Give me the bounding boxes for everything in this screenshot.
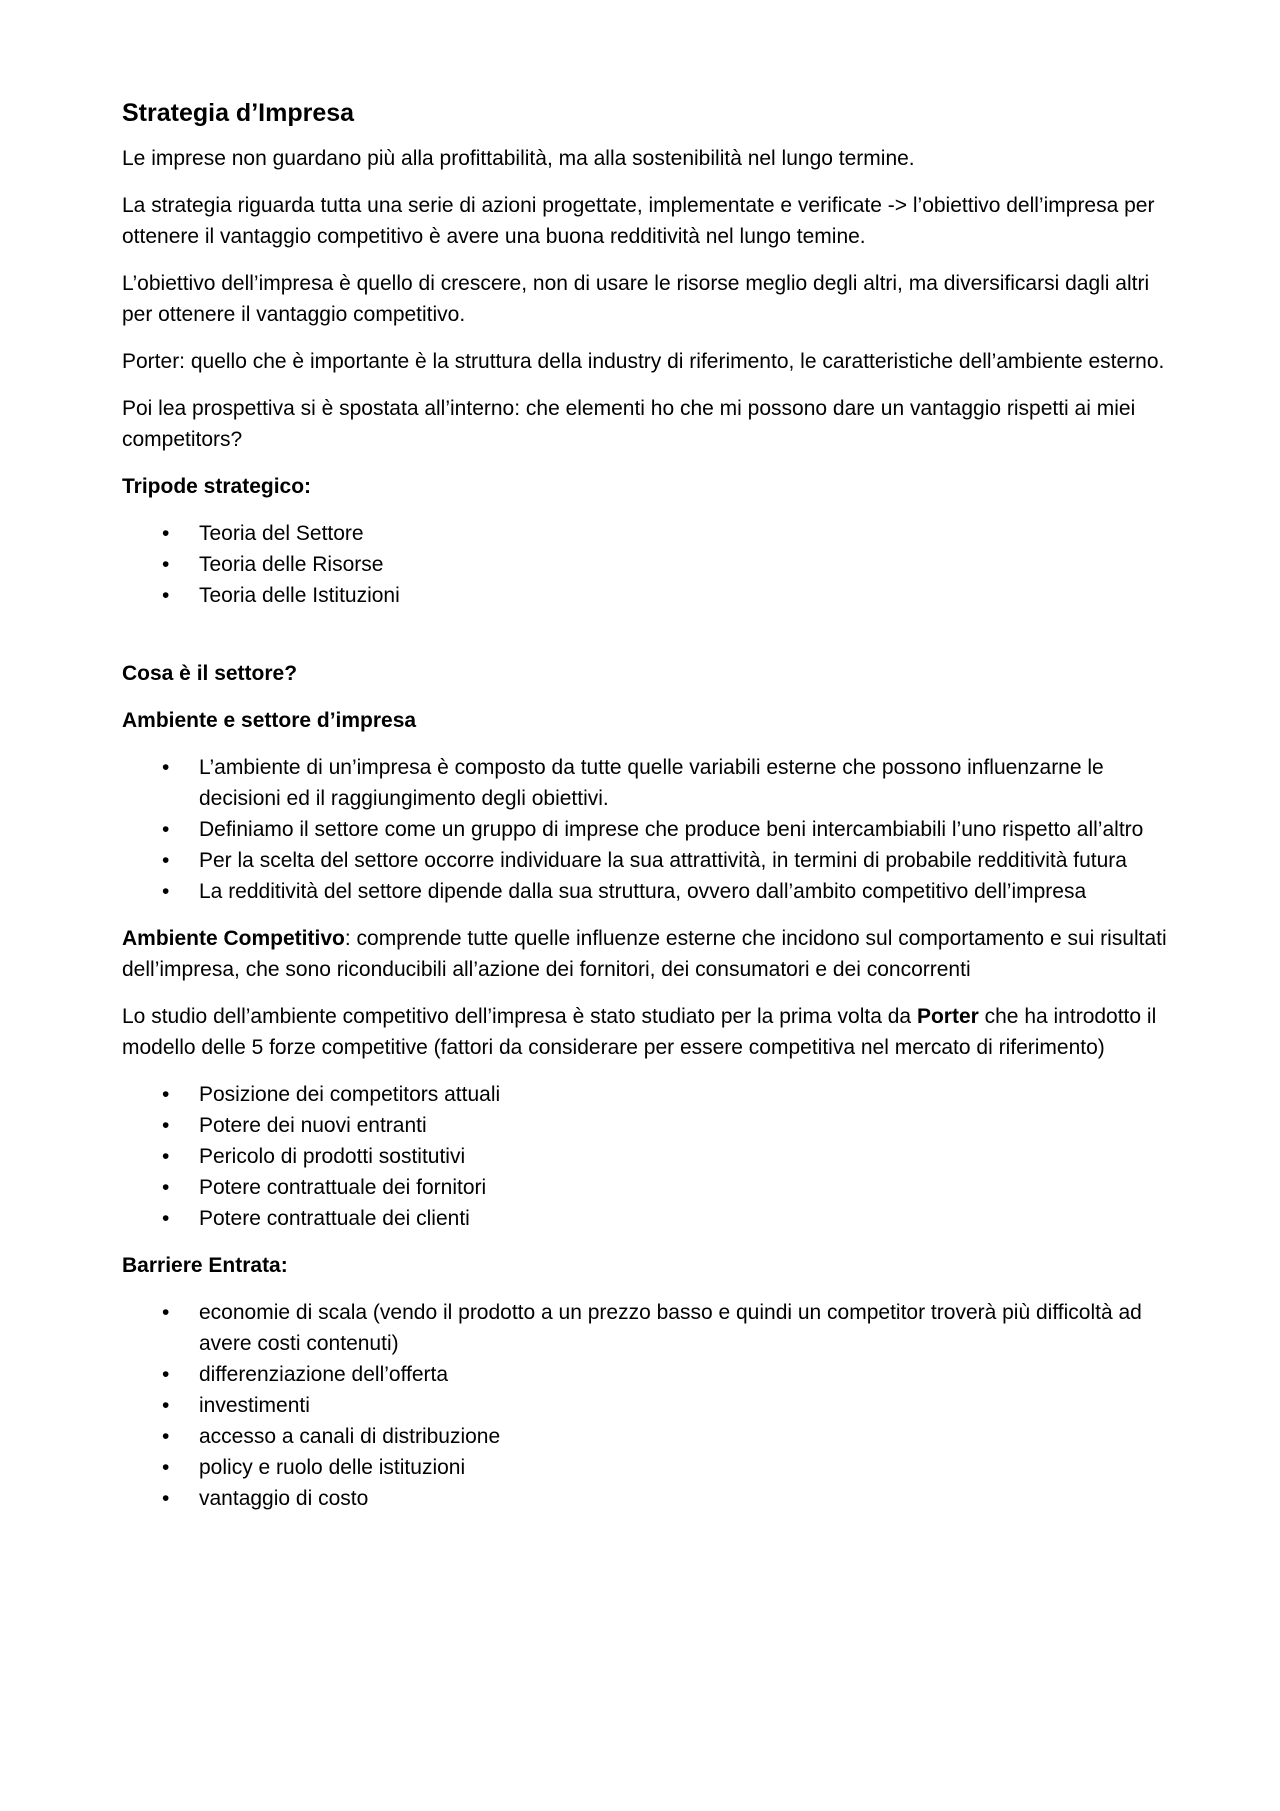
bullet-icon: • xyxy=(162,553,170,576)
bullet-icon: • xyxy=(162,1207,170,1230)
bullet-icon: • xyxy=(162,1456,170,1479)
paragraph-ambiente-competitivo: Ambiente Competitivo: comprende tutte quelle influenze esterne che incidono sul comportamento e sui risultati dell’impresa, che sono riconducibili all’azione dei fornitori, dei consumatori e dei concorrenti xyxy=(122,927,1167,981)
list-item: • La redditività del settore dipende dalla sua struttura, ovvero dall’ambito competitivo dell’impresa xyxy=(122,876,1172,907)
list-item: • Potere dei nuovi entranti xyxy=(122,1110,1172,1141)
list-item: • economie di scala (vendo il prodotto a un prezzo basso e quindi un competitor troverà più difficoltà ad avere costi contenuti) xyxy=(122,1297,1172,1359)
list-item: • Teoria delle Risorse xyxy=(122,549,1172,580)
spacer xyxy=(122,627,1172,658)
bullet-icon: • xyxy=(162,880,170,903)
bullet-icon: • xyxy=(162,1114,170,1137)
page-title: Strategia d’Impresa xyxy=(122,99,355,127)
list-item: • Posizione dei competitors attuali xyxy=(122,1079,1172,1110)
list-item: • Per la scelta del settore occorre individuare la sua attrattività, in termini di probabile redditività futura xyxy=(122,845,1172,876)
list-item: • Potere contrattuale dei clienti xyxy=(122,1203,1172,1234)
bullet-icon: • xyxy=(162,1394,170,1417)
list-item: • differenziazione dell’offerta xyxy=(122,1359,1172,1390)
bullet-icon: • xyxy=(162,1145,170,1168)
bullet-icon: • xyxy=(162,1301,170,1324)
heading-ambiente: Ambiente e settore d’impresa xyxy=(122,709,417,732)
list-item: • Teoria delle Istituzioni xyxy=(122,580,1172,611)
bullet-icon: • xyxy=(162,756,170,779)
list-item: • Pericolo di prodotti sostitutivi xyxy=(122,1141,1172,1172)
paragraph-sostenibilita: Le imprese non guardano più alla profittabilità, ma alla sostenibilità nel lungo termine. xyxy=(122,147,915,170)
list-barriere xyxy=(122,1297,1172,1514)
bullet-icon: • xyxy=(162,522,170,545)
bullet-icon: • xyxy=(162,1487,170,1510)
paragraph-strategia: La strategia riguarda tutta una serie di azioni progettate, implementate e verificate -> l’obiettivo dell’impresa per ottenere il vantaggio competitivo è avere una buona redditività nel lungo temine. xyxy=(122,194,1155,248)
paragraph-studio-porter: Lo studio dell’ambiente competitivo dell’impresa è stato studiato per la prima volta da Porter che ha introdotto il modello delle 5 forze competitive (fattori da considerare per essere competitiva nel mercato di riferimento) xyxy=(122,1005,1157,1059)
heading-tripode: Tripode strategico: xyxy=(122,475,312,498)
bullet-icon: • xyxy=(162,849,170,872)
bullet-icon: • xyxy=(162,1363,170,1386)
list-forze xyxy=(122,1079,1172,1234)
list-item: • Definiamo il settore come un gruppo di imprese che produce beni intercambiabili l’uno rispetto all’altro xyxy=(122,814,1172,845)
bullet-icon: • xyxy=(162,584,170,607)
heading-settore: Cosa è il settore? xyxy=(122,662,298,685)
list-item: • L’ambiente di un’impresa è composto da tutte quelle variabili esterne che possono influenzarne le decisioni ed il raggiungimento degli obiettivi. xyxy=(122,752,1172,814)
list-item: • accesso a canali di distribuzione xyxy=(122,1421,1172,1452)
list-ambiente xyxy=(122,752,1172,907)
list-item: • vantaggio di costo xyxy=(122,1483,1172,1514)
list-item: • investimenti xyxy=(122,1390,1172,1421)
heading-barriere: Barriere Entrata: xyxy=(122,1254,288,1277)
bullet-icon: • xyxy=(162,1176,170,1199)
term-porter: Porter xyxy=(916,1005,979,1028)
term-ambiente-competitivo: Ambiente Competitivo xyxy=(122,927,345,950)
list-item: • Teoria del Settore xyxy=(122,518,1172,549)
document-page xyxy=(122,96,1172,1530)
bullet-icon: • xyxy=(162,1083,170,1106)
paragraph-porter: Porter: quello che è importante è la struttura della industry di riferimento, le caratteristiche dell’ambiente esterno. xyxy=(122,350,1165,373)
bullet-icon: • xyxy=(162,818,170,841)
list-tripode xyxy=(122,518,1172,611)
paragraph-obiettivo: L’obiettivo dell’impresa è quello di crescere, non di usare le risorse meglio degli altri, ma diversificarsi dagli altri per ottenere il vantaggio competitivo. xyxy=(122,272,1150,326)
list-item: • policy e ruolo delle istituzioni xyxy=(122,1452,1172,1483)
bullet-icon: • xyxy=(162,1425,170,1448)
list-item: • Potere contrattuale dei fornitori xyxy=(122,1172,1172,1203)
paragraph-prospettiva: Poi lea prospettiva si è spostata all’interno: che elementi ho che mi possono dare un vantaggio rispetti ai miei competitors? xyxy=(122,397,1136,451)
